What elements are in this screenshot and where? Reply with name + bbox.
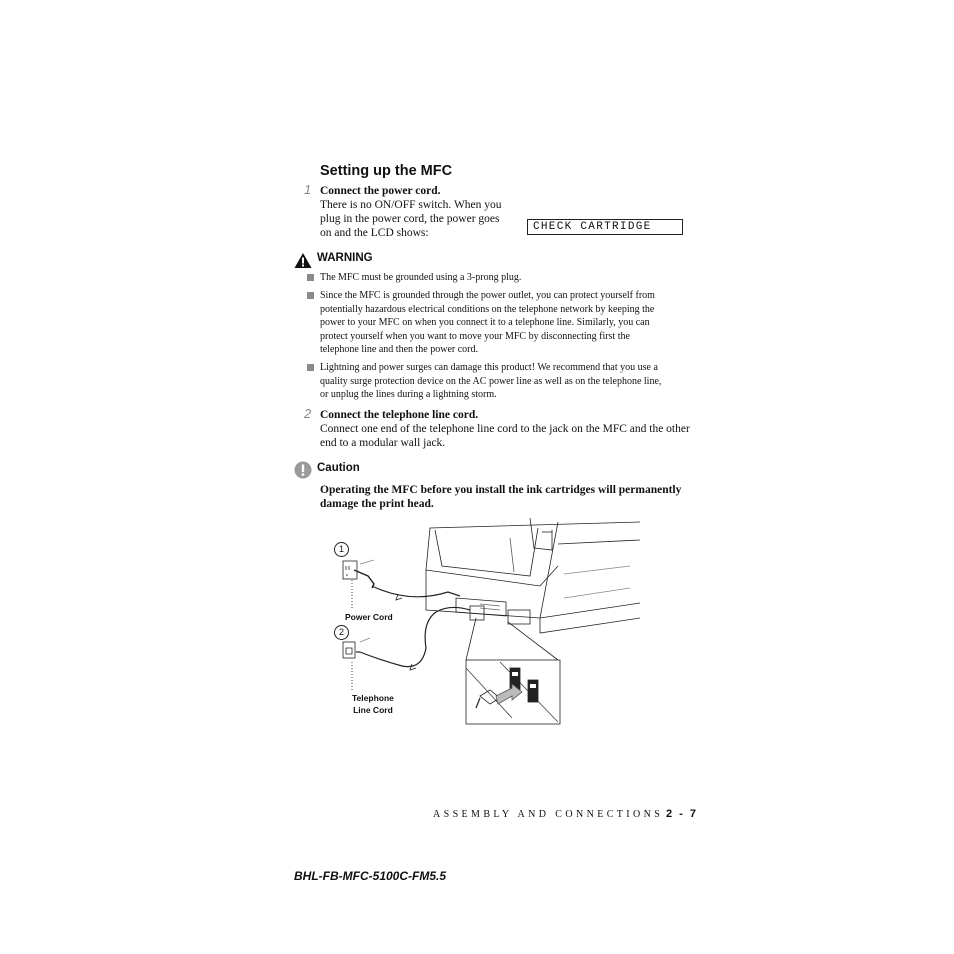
step-2-line: end to a modular wall jack. — [320, 437, 446, 449]
step-1-line: on and the LCD shows: — [320, 227, 429, 239]
bullet-icon — [307, 292, 314, 299]
marker-2: 2 — [334, 625, 349, 640]
page-number: 2 - 7 — [666, 808, 699, 820]
marker-1: 1 — [334, 542, 349, 557]
step-2-number: 2 — [304, 406, 312, 421]
warning-line: The MFC must be grounded using a 3-prong plug. — [320, 272, 522, 283]
warning-icon — [294, 252, 312, 269]
bullet-icon — [307, 274, 314, 281]
step-1-title: Connect the power cord. — [320, 185, 441, 197]
caution-text — [320, 483, 681, 511]
warning-line: protect yourself when you want to move your MFC by disconnecting first the — [320, 330, 630, 342]
power-cord-label: Power Cord — [345, 612, 393, 622]
warning-item — [320, 361, 661, 402]
step-2-title: Connect the telephone line cord. — [320, 409, 479, 421]
warning-item — [320, 271, 521, 285]
warning-line: or unplug the lines during a lightning storm. — [320, 389, 497, 400]
warning-item — [320, 289, 655, 357]
step-1-text — [320, 198, 502, 240]
footer-section: ASSEMBLY AND CONNECTIONS — [433, 809, 664, 820]
warning-line: telephone line and then the power cord. — [320, 344, 478, 355]
step-1-line: There is no ON/OFF switch. When you — [320, 199, 502, 211]
warning-line: quality surge protection device on the AC power line as well as on the telephone line, — [320, 375, 662, 387]
warning-heading: WARNING — [317, 252, 373, 264]
warning-line: Lightning and power surges can damage this product! We recommend that you use a — [320, 362, 658, 373]
telephone-label-line: Telephone — [352, 693, 394, 703]
caution-line: Operating the MFC before you install the ink cartridges will permanently — [320, 484, 682, 496]
warning-line: potentially hazardous electrical conditions on the telephone network by keeping the — [320, 303, 655, 315]
step-2-text — [320, 422, 690, 450]
step-2-line: Connect one end of the telephone line cord to the jack on the MFC and the other — [320, 423, 690, 435]
caution-icon — [294, 461, 312, 479]
telephone-label-line: Line Cord — [353, 705, 393, 715]
telephone-line-cord-label — [352, 692, 394, 716]
warning-line: power to your MFC on when you connect it to a telephone line. Similarly, you can — [320, 317, 650, 328]
caution-line: damage the print head. — [320, 498, 434, 510]
section-title: Setting up the MFC — [320, 163, 453, 179]
lcd-display: CHECK CARTRIDGE — [527, 219, 683, 235]
bullet-icon — [307, 364, 314, 371]
warning-line: Since the MFC is grounded through the power outlet, you can protect yourself from — [320, 290, 655, 301]
step-1-line: plug in the power cord, the power goes — [320, 213, 500, 225]
caution-heading: Caution — [317, 462, 360, 474]
step-1-number: 1 — [304, 182, 312, 197]
document-id: BHL-FB-MFC-5100C-FM5.5 — [294, 869, 447, 883]
